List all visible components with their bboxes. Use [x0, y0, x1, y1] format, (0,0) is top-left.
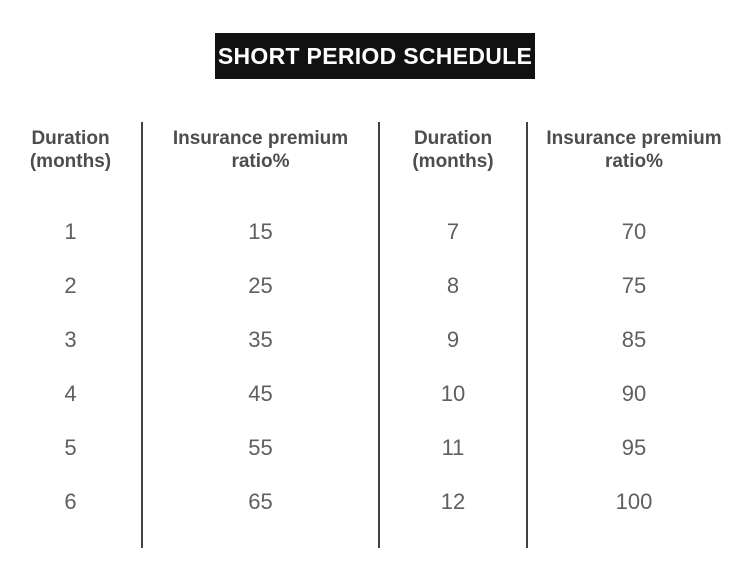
table-cell: 85	[621, 327, 647, 352]
column-duration-left	[0, 122, 143, 548]
column-header-duration-left	[0, 122, 141, 205]
table-cell: 65	[248, 489, 273, 514]
table-cell: 12	[440, 489, 466, 514]
title-banner	[215, 33, 535, 79]
column-header-premium-right	[528, 122, 740, 205]
table-cell: 95	[621, 435, 647, 460]
table-cell: 6	[64, 489, 77, 514]
column-header-label: Insurance premium ratio%	[546, 128, 722, 173]
table-cell: 9	[446, 327, 460, 352]
table-cell: 2	[64, 273, 77, 298]
column-header-label: Insurance premium ratio%	[172, 128, 349, 173]
table-cell: 8	[446, 273, 460, 298]
table-cell: 10	[440, 381, 466, 406]
table-cell: 5	[64, 435, 77, 460]
table-cell: 100	[615, 489, 653, 514]
table-cell: 1	[64, 219, 77, 244]
column-premium-right	[528, 122, 740, 548]
schedule-table	[0, 122, 740, 548]
table-cell: 90	[621, 381, 647, 406]
column-premium-left	[143, 122, 380, 548]
column-duration-right	[380, 122, 528, 548]
column-header-label: Duration (months)	[29, 128, 112, 173]
table-cell: 45	[248, 381, 273, 406]
column-header-label: Duration (months)	[412, 128, 494, 173]
table-cell: 3	[64, 327, 77, 352]
column-header-duration-right	[380, 122, 526, 205]
table-cell: 15	[248, 219, 273, 244]
table-cell: 7	[446, 219, 460, 244]
table-cell: 35	[248, 327, 273, 352]
page-title: SHORT PERIOD SCHEDULE	[217, 42, 533, 69]
table-cell: 25	[248, 273, 273, 298]
table-cell: 55	[248, 435, 273, 460]
column-header-premium-left	[143, 122, 378, 205]
table-cell: 70	[621, 219, 647, 244]
table-cell: 75	[621, 273, 647, 298]
table-cell: 11	[441, 435, 465, 460]
table-cell: 4	[64, 381, 77, 406]
